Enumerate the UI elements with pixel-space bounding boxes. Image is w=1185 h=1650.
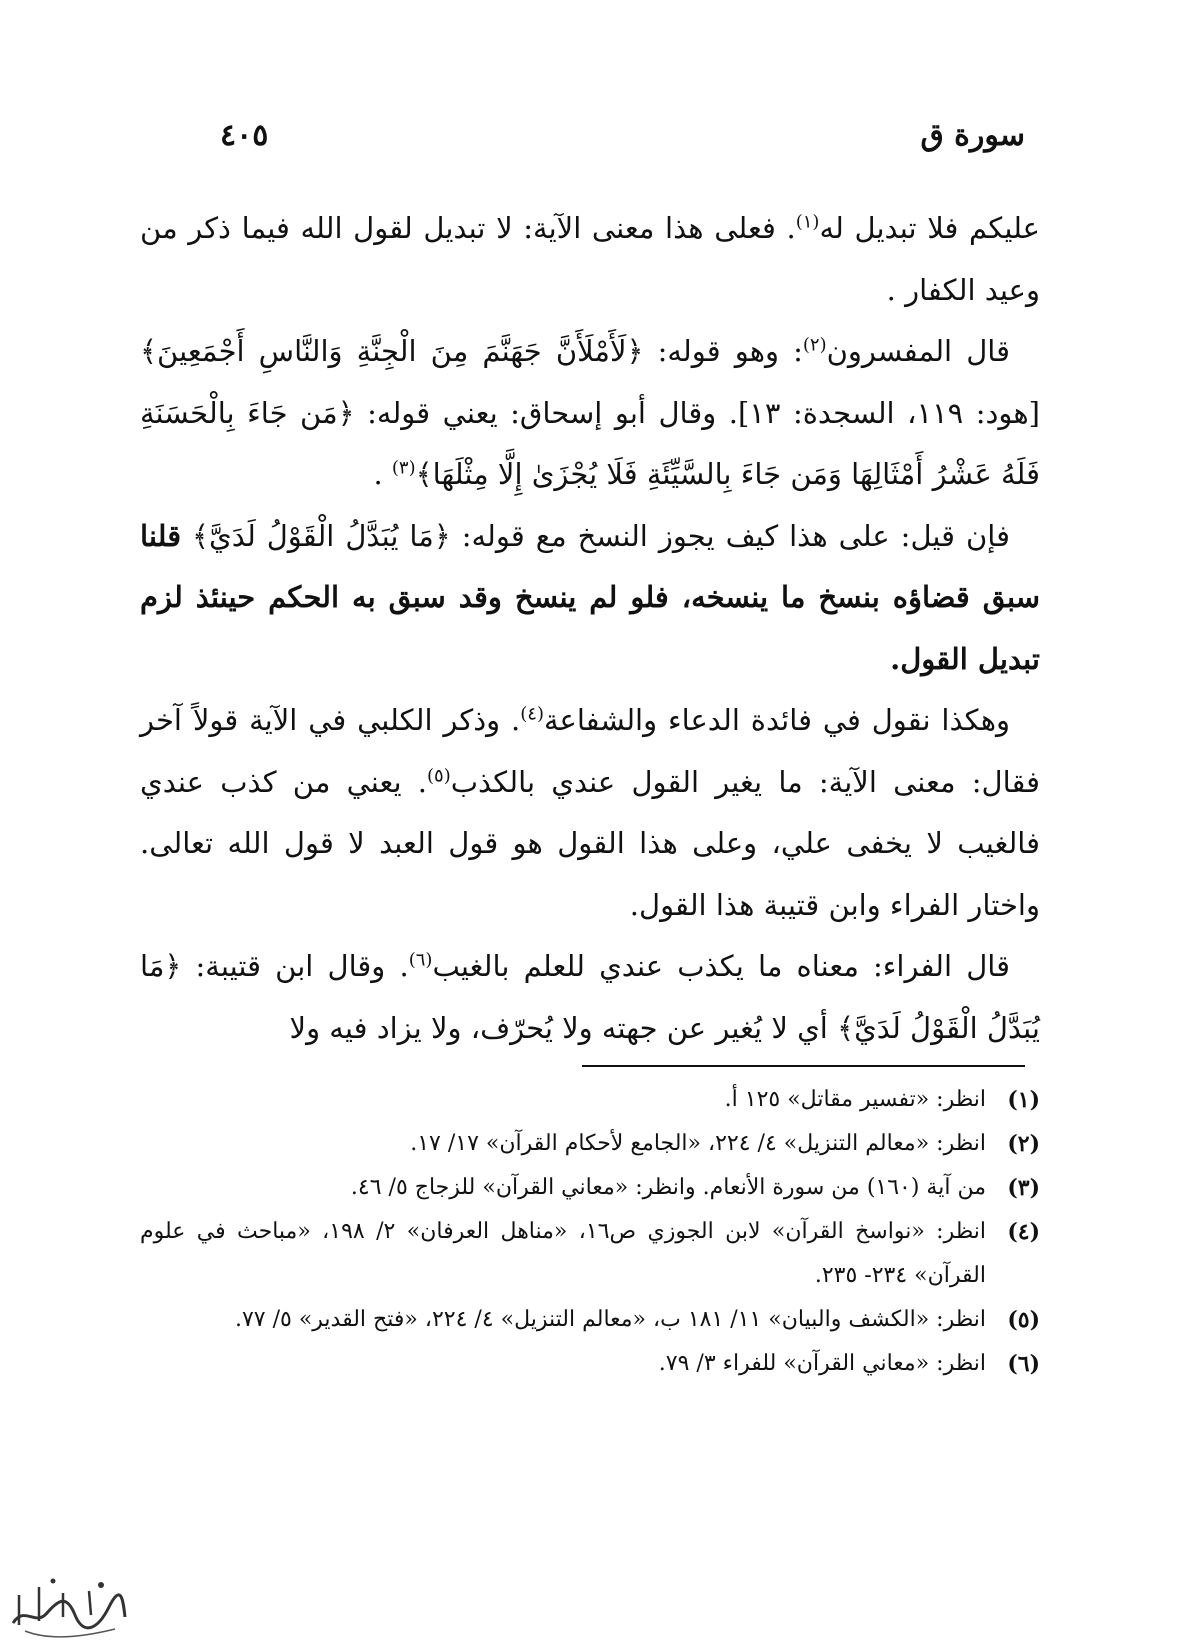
text-segment: . يعني من كذب عندي فالغيب لا يخفى علي، وعلى هذا القول هو قول العبد لا قول الله تعالى. واختار الفراء وابن قتيبة هذا القول. <box>140 764 1040 922</box>
text-segment: . وقال ابن قتيبة: ﴿مَا يُبَدَّلُ الْقَوْلُ لَدَيَّ﴾ أي لا يُغير عن جهته ولا يُحرّف، ولا يزاد فيه ولا <box>140 949 1040 1045</box>
footnote-text: انظر: «الكشف والبيان» ١١/ ١٨١ ب، «معالم التنزيل» ٤/ ٢٢٤، «فتح القدير» ٥/ ٧٧. <box>234 1307 986 1332</box>
footnote-ref: (١) <box>795 211 820 233</box>
text-segment: . <box>373 457 392 491</box>
paragraph-1 <box>140 198 1040 321</box>
footnote-text: انظر: «تفسير مقاتل» ١٢٥ أ. <box>724 1087 986 1112</box>
calligraphy-stamp <box>5 1565 130 1645</box>
text-segment: . وذكر الكلبي في الآية قولاً آخر فقال: معنى الآية: ما يغير القول عندي بالكذب <box>140 703 1040 799</box>
footnote-number: (٢) <box>1007 1131 1040 1157</box>
footnote-ref: (٢) <box>802 334 827 356</box>
text-segment: قال الفراء: معناه ما يكذب عندي للعلم بالغيب <box>432 949 1011 983</box>
footnote-ref: (٤) <box>520 703 544 725</box>
footnote-text: انظر: «نواسخ القرآن» لابن الجوزي ص١٦، «مناهل العرفان» ٢/ ١٩٨، «مباحث في علوم القرآن» ٢٣٤- ٢٣٥. <box>140 1219 987 1288</box>
text-segment: : وهو قوله: ﴿لَأَمْلَأَنَّ جَهَنَّمَ مِنَ الْجِنَّةِ وَالنَّاسِ أَجْمَعِينَ﴾ [هود: ١١٩، السجدة: ١٣]. وقال أبو إسحاق: يعني قوله: ﴿مَن جَاءَ بِالْحَسَنَةِ فَلَهُ عَشْرُ أَمْثَالِهَا وَمَن جَاءَ بِالسَّيِّئَةِ فَلَا يُجْزَىٰ إِلَّا مِثْلَهَا﴾ <box>140 334 1040 491</box>
footnote-5 <box>140 1298 1040 1342</box>
footnote-ref: (٣) <box>391 457 416 479</box>
paragraph-4 <box>140 690 1040 936</box>
text-segment: قال المفسرون <box>826 334 1010 368</box>
answer-text: قلنا سبق قضاؤه بنسخ ما ينسخه، فلو لم ينسخ وقد سبق به الحكم حينئذ لزم تبديل القول. <box>140 518 1040 676</box>
footnote-number: (٤) <box>1007 1219 1040 1245</box>
page-header <box>180 118 1025 168</box>
page-number: ٤٠٥ <box>220 118 269 153</box>
footnote-1 <box>140 1078 1040 1122</box>
text-segment: . فعلى هذا معنى الآية: لا تبديل لقول الله فيما ذكر من وعيد الكفار . <box>140 211 1040 307</box>
footnote-text: من آية (١٦٠) من سورة الأنعام. وانظر: «معاني القرآن» للزجاج ٥/ ٤٦. <box>350 1175 986 1200</box>
footnote-number: (١) <box>1007 1087 1040 1113</box>
footnote-3 <box>140 1166 1040 1210</box>
footnote-number: (٦) <box>1007 1351 1040 1377</box>
footnote-number: (٥) <box>1007 1307 1040 1333</box>
footnote-ref: (٦) <box>408 949 433 971</box>
footnotes <box>140 1078 1040 1386</box>
paragraph-5 <box>140 936 1040 1059</box>
footnote-6 <box>140 1342 1040 1386</box>
paragraph-3 <box>140 506 1040 691</box>
footnote-text: انظر: «معاني القرآن» للفراء ٣/ ٧٩. <box>658 1351 986 1376</box>
footnote-text: انظر: «معالم التنزيل» ٤/ ٢٢٤، «الجامع لأحكام القرآن» ١٧/ ١٧. <box>410 1131 986 1156</box>
paragraph-2 <box>140 321 1040 506</box>
text-segment: فإن قيل: على هذا كيف يجوز النسخ مع قوله: ﴿مَا يُبَدَّلُ الْقَوْلُ لَدَيَّ﴾ <box>181 518 1010 553</box>
footnote-number: (٣) <box>1007 1175 1040 1201</box>
footnote-ref: (٥) <box>427 764 451 786</box>
footnote-separator <box>582 1065 1025 1067</box>
text-segment: عليكم فلا تبديل له <box>819 211 1040 245</box>
main-text <box>140 198 1040 1059</box>
footnote-4 <box>140 1210 1040 1298</box>
text-segment: وهكذا نقول في فائدة الدعاء والشفاعة <box>543 703 1010 737</box>
footnote-2 <box>140 1122 1040 1166</box>
surah-title: سورة ق <box>920 118 1025 153</box>
